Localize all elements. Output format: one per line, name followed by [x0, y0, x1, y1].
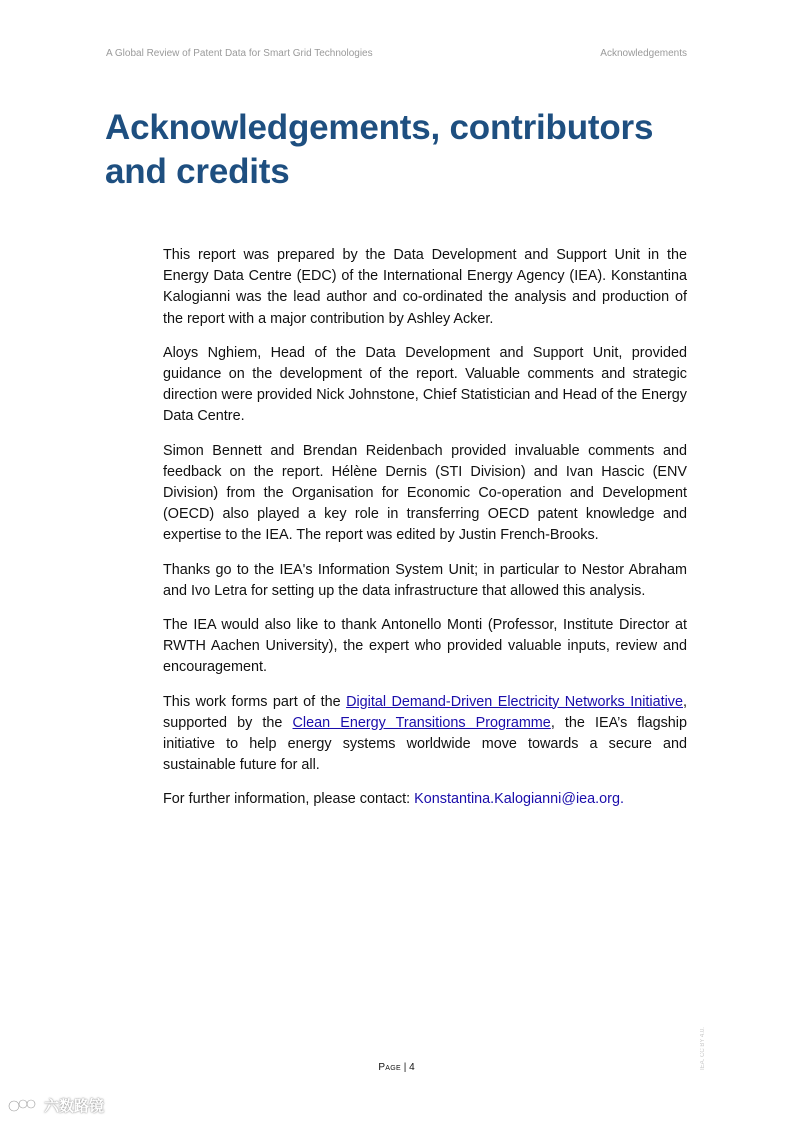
- contact-email-link[interactable]: Konstantina.Kalogianni@iea.org.: [414, 791, 624, 808]
- contact-text-prefix: For further information, please contact:: [163, 791, 415, 808]
- page-title: [105, 106, 705, 194]
- paragraph-comments-feedback: Simon Bennett and Brendan Reidenbach provided invaluable comments and feedback on the report. Hélène Dernis (STI Division) and Ivan Hascic (ENV Division) from the Organisation for Economic Co-operation and Development (OECD) also played a key role in transferring OECD patent knowledge and expertise to the IEA. The report was edited by Justin French-Brooks.: [163, 442, 687, 544]
- digital-demand-driven-initiative-link[interactable]: Digital Demand-Driven Electricity Networks Initiative: [346, 693, 683, 710]
- initiative-text-prefix: This work forms part of the: [163, 693, 347, 710]
- paragraph-expert-thanks: The IEA would also like to thank Antonello Monti (Professor, Institute Director at RWTH Aachen University), the expert who provided valuable inputs, review and encouragement.: [163, 617, 687, 676]
- watermark-text: 六数路镜: [44, 1098, 105, 1115]
- page-title-line-2: and credits: [105, 152, 290, 191]
- paragraph-information-systems: Thanks go to the IEA's Information System Unit; in particular to Nestor Abraham and Ivo Letra for setting up the data infrastructure that allowed this analysis.: [163, 561, 687, 599]
- clean-energy-transitions-link[interactable]: Clean Energy Transitions Programme: [292, 714, 551, 731]
- watermark-logo-icon: [8, 1097, 38, 1115]
- watermark: [8, 1095, 104, 1116]
- initiative-text-mid: , supported by the: [163, 693, 687, 731]
- header-section-name: Acknowledgements: [600, 48, 687, 59]
- paragraph-contact: [163, 789, 687, 810]
- paragraph-guidance: Aloys Nghiem, Head of the Data Development and Support Unit, provided guidance on the development of the report. Valuable comments and strategic direction were provided Nick Johnstone, Chief Statistician and Head of the Energy Data Centre.: [163, 344, 687, 425]
- body-text: [163, 245, 687, 824]
- running-header: [106, 48, 687, 59]
- header-document-title: A Global Review of Patent Data for Smart Grid Technologies: [106, 48, 373, 59]
- page-label: Page: [378, 1062, 401, 1073]
- license-notice: IEA. CC BY 4.0.: [700, 1027, 706, 1070]
- page-title-line-1: Acknowledgements, contributors: [105, 108, 654, 147]
- initiative-text-suffix: , the IEA’s flagship initiative to help energy systems worldwide move towards a secure and sustainable future for all.: [163, 714, 687, 774]
- paragraph-report-preparation: This report was prepared by the Data Development and Support Unit in the Energy Data Centre (EDC) of the International Energy Agency (IEA). Konstantina Kalogianni was the lead author and co-ordinated the analysis and production of the report with a major contribution by Ashley Acker.: [163, 247, 687, 327]
- page-separator: |: [400, 1062, 410, 1073]
- page-number: [0, 1062, 793, 1073]
- paragraph-initiative: [163, 692, 687, 777]
- page-number-value: 4: [409, 1062, 415, 1073]
